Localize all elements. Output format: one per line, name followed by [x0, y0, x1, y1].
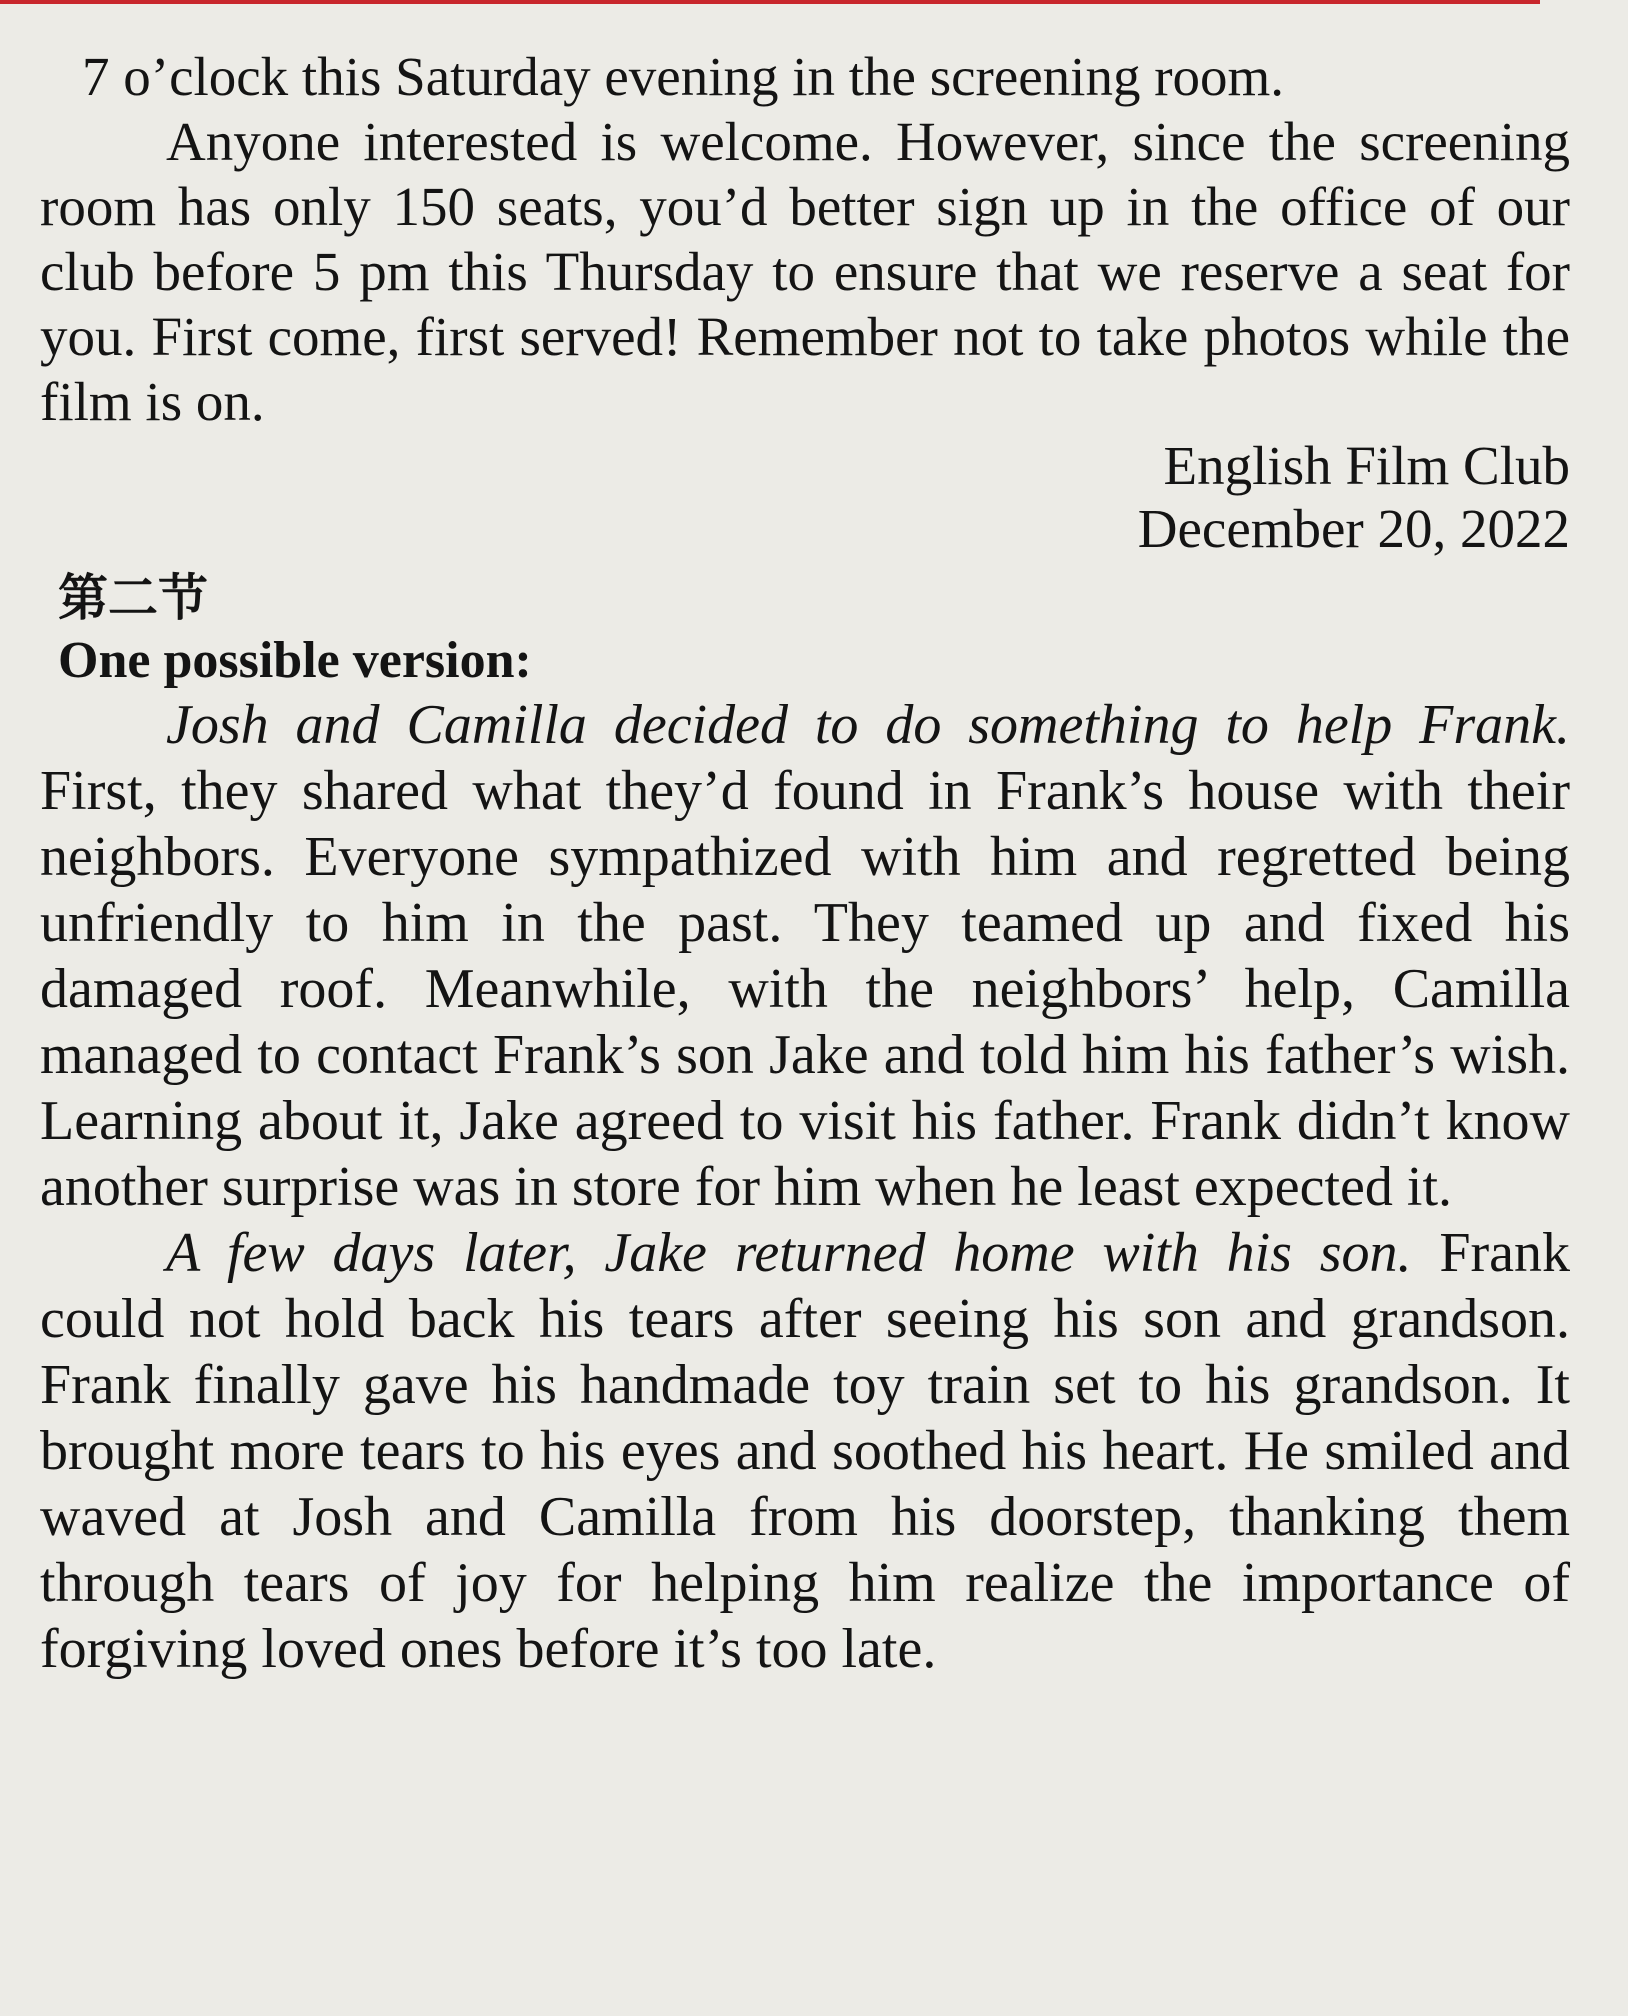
version-label: One possible version: [58, 632, 532, 689]
notice-paragraph: Anyone interested is welcome. However, since the screening room has only 150 seats, you’d better sign up in the office of our club before 5 pm this Thursday to ensure that we reserve a seat for you. First come, first served! Remember not to take photos while the film is on. [40, 111, 1570, 432]
section-heading: 第二节 [58, 569, 208, 627]
essay-p2-body: Frank could not hold back his tears after seeing his son and grandson. Frank finally gave his handmade toy train set to his grandson. It brought more tears to his eyes and soothed his heart. He smiled and waved at Josh and Camilla from his doorstep, thanking them through tears of joy for helping him realize the importance of forgiving loved ones before it’s too late. [40, 1222, 1571, 1680]
notice-line-top: 7 o’clock this Saturday evening in the screening room. [82, 46, 1285, 107]
essay-paragraph-1 [40, 692, 1570, 1220]
page-content [40, 44, 1570, 1682]
essay-paragraph-2 [40, 1220, 1570, 1682]
essay [40, 692, 1570, 1682]
essay-p1-body: First, they shared what they’d found in Frank’s house with their neighbors. Everyone sympathized with him and regretted being unfriendly to him in the past. They teamed up and fixed his damaged roof. Meanwhile, with the neighbors’ help, Camilla managed to contact Frank’s son Jake and told him his father’s wish. Learning about it, Jake agreed to visit his father. Frank didn’t know another surprise was in store for him when he least expected it. [40, 760, 1570, 1218]
essay-p1-opening: Josh and Camilla decided to do something to help Frank. [166, 694, 1570, 756]
essay-p2-opening: A few days later, Jake returned home with his son. [166, 1222, 1412, 1284]
notice-signature-org: English Film Club [1163, 435, 1570, 496]
notice-signature-date: December 20, 2022 [1137, 498, 1570, 559]
top-rule [0, 0, 1540, 4]
